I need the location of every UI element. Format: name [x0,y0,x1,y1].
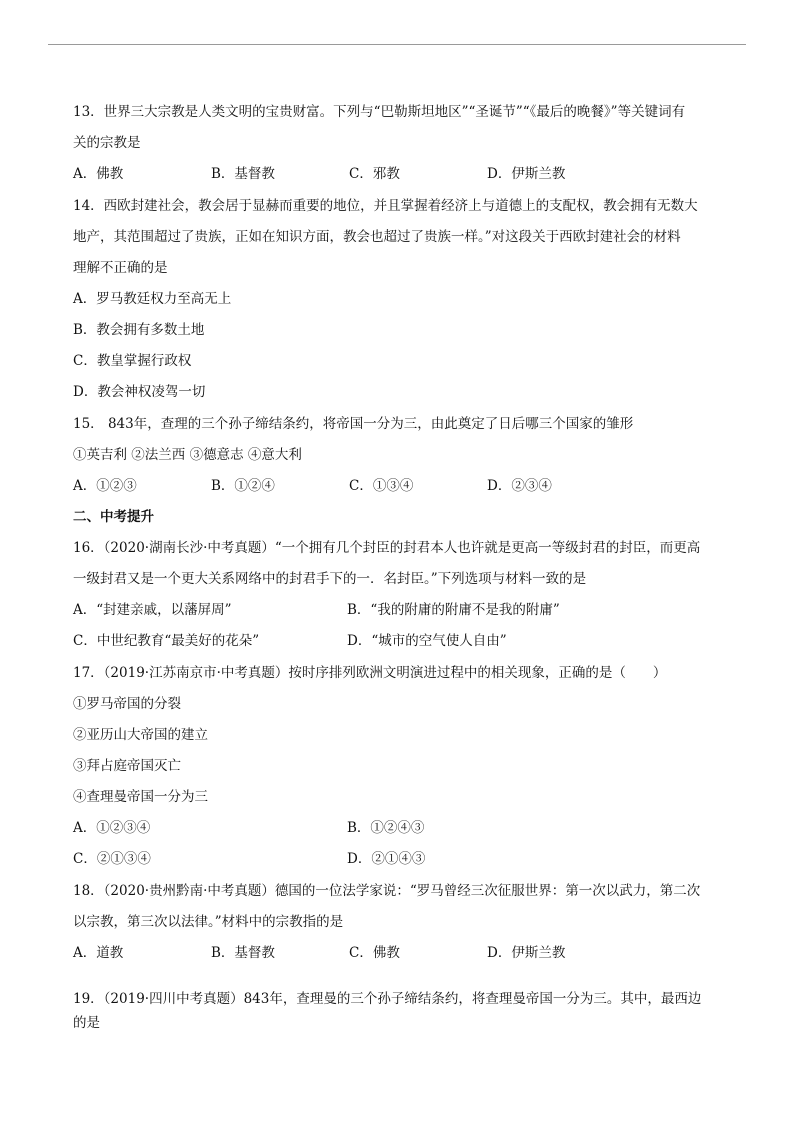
q16-options-row1 [73,601,734,619]
q14-stem-line1: 14．西欧封建社会，教会居于显赫而重要的地位，并且掌握着经济上与道德上的支配权，教会拥有无数大 [73,198,698,214]
q16-options-row2 [73,632,734,650]
q17-options-row2 [73,850,734,868]
q18-option-a[interactable]: A．道教 [73,945,124,961]
q13-option-d[interactable]: D．伊斯兰教 [487,166,566,182]
q16-option-c[interactable]: C．中世纪教育“最美好的花朵” [73,633,260,649]
q15-option-c[interactable]: C．①③④ [349,478,414,494]
q16-option-d[interactable]: D．“城市的空气使人自由” [347,633,507,649]
q14-option-a[interactable]: A．罗马教廷权力至高无上 [73,291,232,307]
q17-option-c[interactable]: C．②①③④ [73,851,151,867]
q17-item-4: ④查理曼帝国一分为三 [73,789,208,805]
q17-item-3: ③拜占庭帝国灭亡 [73,758,181,774]
q19-stem-line1: 19．（2019·四川中考真题）843年，查理曼的三个孙子缔结条约，将查理曼帝国一分为三。其中，最西边 [73,991,702,1007]
q13-option-b[interactable]: B．基督教 [211,166,275,182]
q14-option-b[interactable]: B．教会拥有多数土地 [73,322,205,338]
q17-item-2: ②亚历山大帝国的建立 [73,727,208,743]
q15-options [73,477,734,495]
q15-items: ①英吉利 ②法兰西 ③德意志 ④意大利 [73,447,302,463]
q14-option-c[interactable]: C．教皇掌握行政权 [73,353,192,369]
q17-option-d[interactable]: D．②①④③ [347,851,426,867]
q13-stem-line2: 关的宗教是 [73,135,141,151]
q13-option-a[interactable]: A．佛教 [73,166,124,182]
section-heading: 二、中考提升 [73,509,154,525]
q16-stem-line1: 16．（2020·湖南长沙·中考真题）“一个拥有几个封臣的封君本人也许就是更高一等级封君的封臣，而更高 [73,540,701,556]
q19-stem-line2: 的是 [73,1015,100,1031]
q15-option-d[interactable]: D．②③④ [487,478,552,494]
q14-option-d[interactable]: D．教会神权凌驾一切 [73,384,206,400]
q18-stem-line1: 18．（2020·贵州黔南·中考真题）德国的一位法学家说：“罗马曾经三次征服世界：第一次以武力，第二次 [73,883,701,899]
q17-item-1: ①罗马帝国的分裂 [73,696,181,712]
q16-option-a[interactable]: A．“封建亲戚，以藩屏周” [73,602,232,618]
q15-option-a[interactable]: A．①②③ [73,478,137,494]
header-rule [48,44,746,45]
q18-stem-line2: 以宗教，第三次以法律。”材料中的宗教指的是 [73,914,344,930]
q18-options [73,944,734,962]
q17-option-a[interactable]: A．①②③④ [73,820,151,836]
q16-option-b[interactable]: B．“我的附庸的附庸不是我的附庸” [347,602,560,618]
q15-option-b[interactable]: B．①②④ [211,478,275,494]
q16-stem-line2: 一级封君又是一个更大关系网络中的封君手下的一．名封臣。”下列选项与材料一致的是 [73,571,587,587]
q14-stem-line3: 理解不正确的是 [73,260,168,276]
q15-stem-line1: 15． 843年，查理的三个孙子缔结条约，将帝国一分为三，由此奠定了日后哪三个国家的雏形 [73,416,634,432]
q17-stem-line1: 17．（2019·江苏南京市·中考真题）按时序排列欧洲文明演进过程中的相关现象，正确的是（ ） [73,665,667,681]
q18-option-c[interactable]: C．佛教 [349,945,400,961]
q13-options [73,165,734,183]
q13-option-c[interactable]: C．邪教 [349,166,400,182]
q18-option-d[interactable]: D．伊斯兰教 [487,945,566,961]
q14-stem-line2: 地产，其范围超过了贵族，正如在知识方面，教会也超过了贵族一样。”对这段关于西欧封建社会的材料 [73,229,681,245]
q18-option-b[interactable]: B．基督教 [211,945,275,961]
q17-option-b[interactable]: B．①②④③ [347,820,425,836]
q17-options-row1 [73,819,734,837]
q13-stem-line1: 13．世界三大宗教是人类文明的宝贵财富。下列与“巴勒斯坦地区”“圣诞节”“《最后的晚餐》”等关键词有 [73,104,686,120]
